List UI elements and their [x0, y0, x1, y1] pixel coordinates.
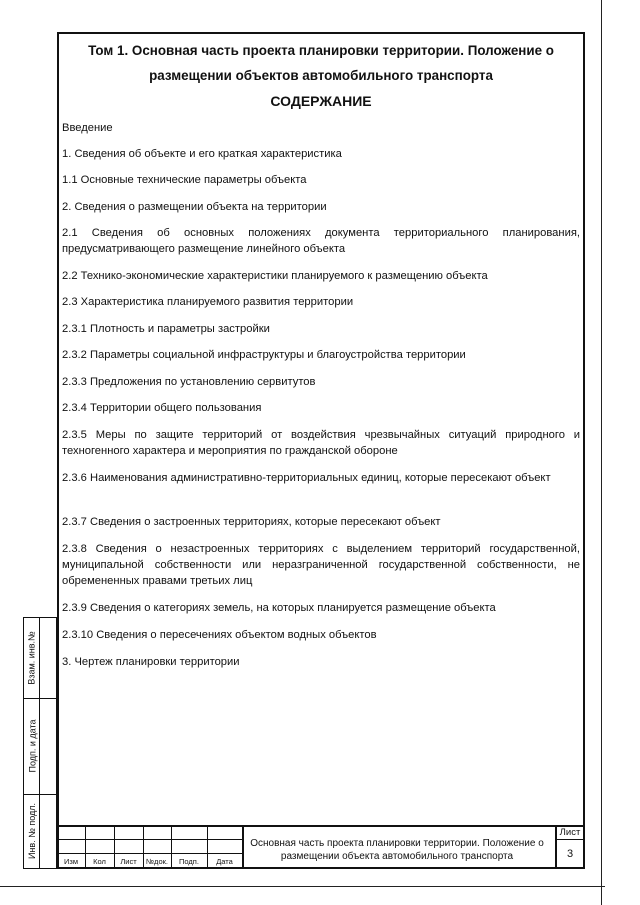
toc-item[interactable]: 1.1 Основные технические параметры объекта [62, 174, 307, 186]
stamp-title-line1: Основная часть проекта планировки территории. Положение о [250, 838, 544, 849]
toc-item[interactable]: 2.1 Сведения об основных положениях документа территориального планирования, предусматривающего размещение линейного объекта [62, 227, 580, 255]
toc-item[interactable]: 2.2 Технико-экономические характеристики планируемого к размещению объекта [62, 270, 488, 282]
toc-item[interactable]: 2. Сведения о размещении объекта на территории [62, 201, 327, 213]
side-stamp-inv-label: Инв. № подл. [27, 802, 37, 860]
document-title-line2: размещении объектов автомобильного транспорта [149, 68, 493, 83]
stamp-col-izm: Изм [64, 857, 78, 866]
stamp-title-line2: размещении объекта автомобильного транспорта [280, 851, 514, 862]
toc-item[interactable]: Введение [62, 122, 113, 134]
toc-item[interactable]: 2.3.6 Наименования административно-территориальных единиц, которые пересекают объект [62, 472, 551, 484]
sheet-number: 3 [566, 848, 574, 860]
stamp-col-ndok: №док. [146, 857, 168, 866]
toc-item[interactable]: 1. Сведения об объекте и его краткая характеристика [62, 148, 342, 160]
toc-item[interactable]: 2.3.5 Меры по защите территорий от воздействия чрезвычайных ситуаций природного и техногенного характера и мероприятия по гражданской обороне [62, 429, 580, 457]
toc-item[interactable]: 2.3.4 Территории общего пользования [62, 402, 262, 414]
stamp-col-podp: Подп. [179, 857, 199, 866]
toc-item[interactable]: 2.3.8 Сведения о незастроенных территориях с выделением территорий государственной, муниципальной собственности или неразграниченной государственной собственности, не обремененных правами третьих лиц [62, 543, 580, 587]
stamp-col-data: Дата [216, 857, 233, 866]
toc-item[interactable]: 2.3.2 Параметры социальной инфраструктуры и благоустройства территории [62, 349, 466, 361]
side-stamp-vzam-label: Взам. инв.№ [27, 631, 38, 685]
toc-item[interactable]: 2.3.10 Сведения о пересечениях объектом водных объектов [62, 629, 377, 641]
page-edge-right [601, 0, 602, 905]
document-title [64, 38, 578, 88]
stamp-col-kol: Кол [93, 857, 106, 866]
stamp-col-list: Лист [120, 857, 137, 866]
side-stamp [23, 617, 57, 869]
toc-item[interactable]: 2.3.1 Плотность и параметры застройки [62, 323, 270, 335]
toc-item[interactable]: 3. Чертеж планировки территории [62, 656, 240, 668]
title-block [57, 825, 585, 869]
document-title-line1: Том 1. Основная часть проекта планировки территории. Положение о [88, 43, 554, 58]
side-stamp-podp-label: Подп. и дата [27, 719, 38, 773]
sheet-label: Лист [559, 827, 581, 838]
stamp-document-title [244, 837, 550, 863]
toc-item[interactable]: 2.3.7 Сведения о застроенных территориях, которые пересекают объект [62, 516, 441, 528]
toc-item[interactable]: 2.3 Характеристика планируемого развития территории [62, 296, 354, 308]
contents-heading: СОДЕРЖАНИЕ [270, 93, 372, 109]
toc-item[interactable]: 2.3.9 Сведения о категориях земель, на которых планируется размещение объекта [62, 602, 496, 614]
page-edge-bottom [0, 886, 605, 887]
title-block-sheet-line [555, 839, 585, 840]
toc-item[interactable]: 2.3.3 Предложения по установлению сервитутов [62, 376, 316, 388]
title-block-top-border [57, 825, 585, 827]
